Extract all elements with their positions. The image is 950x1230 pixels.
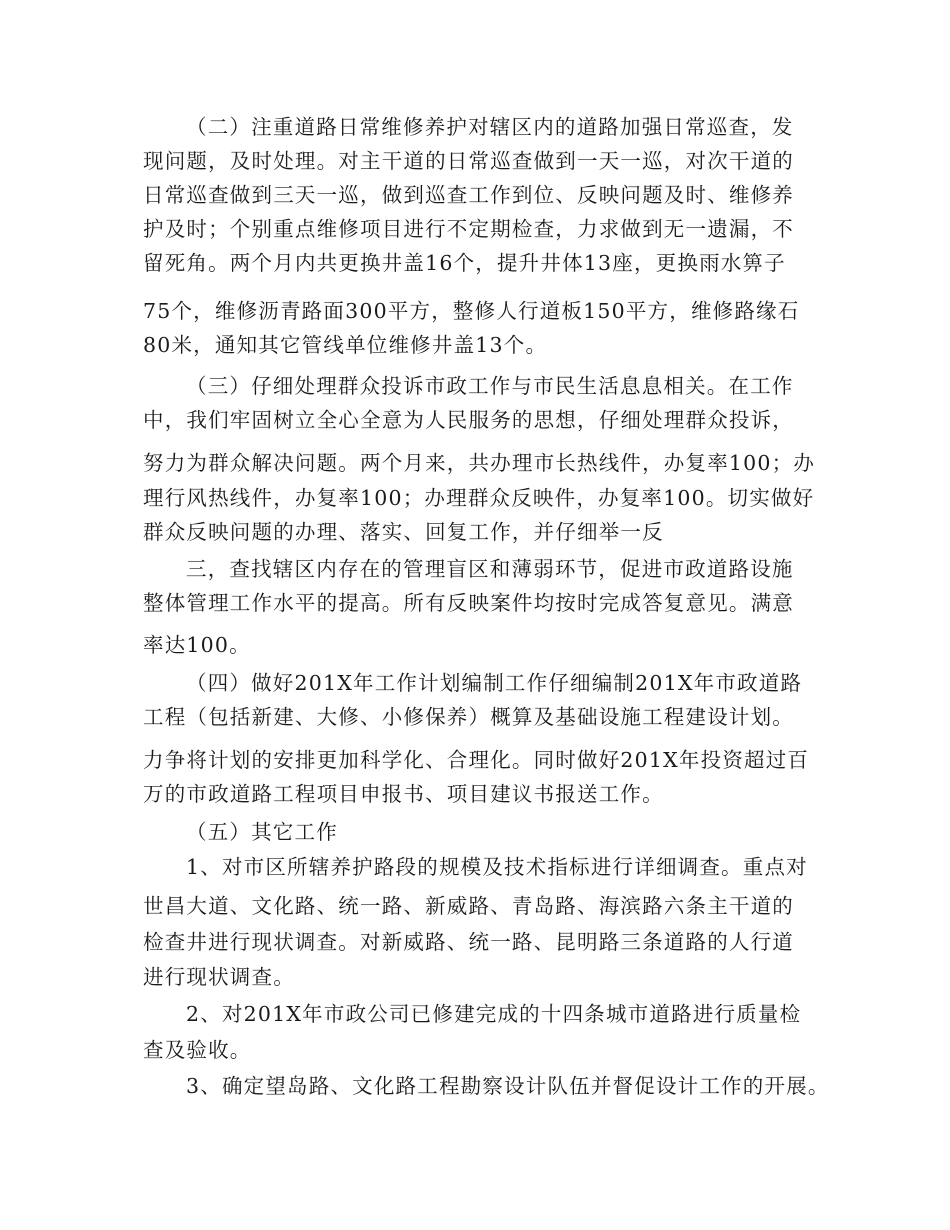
text-line: 护及时；个别重点维修项目进行不定期检查，力求做到无一遗漏，不 — [143, 217, 794, 241]
text-line: 检查井进行现状调查。对新威路、统一路、昆明路三条道路的人行道 — [143, 930, 794, 954]
text-line: 理行风热线件，办复率100；办理群众反映件，办复率100。切实做好 — [143, 486, 815, 510]
text-line: 75个，维修沥青路面300平方，整修人行道板150平方，维修路缘石 — [143, 299, 800, 323]
text-line: 万的市政道路工程项目申报书、项目建议书报送工作。 — [143, 782, 664, 806]
list-item-1-line: 1、对市区所辖养护路段的规模及技术指标进行详细调查。重点对 — [186, 855, 808, 879]
text-line: 留死角。两个月内共更换井盖16个，提升井体13座，更换雨水箅子 — [143, 251, 786, 275]
text-line: 进行现状调查。 — [143, 965, 295, 989]
text-line: 力争将计划的安排更加科学化、合理化。同时做好201X年投资超过百 — [143, 748, 810, 772]
paragraph-4-heading-line: （四）做好201X年工作计划编制工作仔细编制201X年市政道路 — [186, 671, 803, 695]
text-line: 三，查找辖区内存在的管理盲区和薄弱环节，促进市政道路设施 — [186, 557, 794, 581]
text-line: 努力为群众解决问题。两个月来，共办理市长热线件，办复率100；办 — [143, 451, 816, 475]
paragraph-3-heading-line: （三）仔细处理群众投诉市政工作与市民生活息息相关。在工作 — [186, 374, 794, 398]
list-item-2-line: 2、对201X年市政公司已修建完成的十四条城市道路进行质量检 — [186, 1002, 802, 1026]
list-item-3-line: 3、确定望岛路、文化路工程勘察设计队伍并督促设计工作的开展。 — [186, 1074, 830, 1098]
text-line: 查及验收。 — [143, 1038, 252, 1062]
paragraph-5-heading: （五）其它工作 — [186, 820, 338, 844]
text-line: 群众反映问题的办理、落实、回复工作，并仔细举一反 — [143, 520, 664, 544]
text-line: 率达100。 — [143, 633, 251, 657]
paragraph-2-heading-line: （二）注重道路日常维修养护对辖区内的道路加强日常巡查，发 — [186, 115, 794, 139]
text-line: 日常巡查做到三天一巡，做到巡查工作到位、反映问题及时、维修养 — [143, 183, 794, 207]
text-line: 80米，通知其它管线单位维修井盖13个。 — [143, 333, 548, 357]
text-line: 中，我们牢固树立全心全意为人民服务的思想，仔细处理群众投诉， — [143, 408, 794, 432]
text-line: 世昌大道、文化路、统一路、新威路、青岛路、海滨路六条主干道的 — [143, 894, 794, 918]
text-line: 整体管理工作水平的提高。所有反映案件均按时完成答复意见。满意 — [143, 591, 794, 615]
text-line: 工程（包括新建、大修、小修保养）概算及基础设施工程建设计划。 — [143, 705, 794, 729]
text-line: 现问题，及时处理。对主干道的日常巡查做到一天一巡，对次干道的 — [143, 149, 794, 173]
